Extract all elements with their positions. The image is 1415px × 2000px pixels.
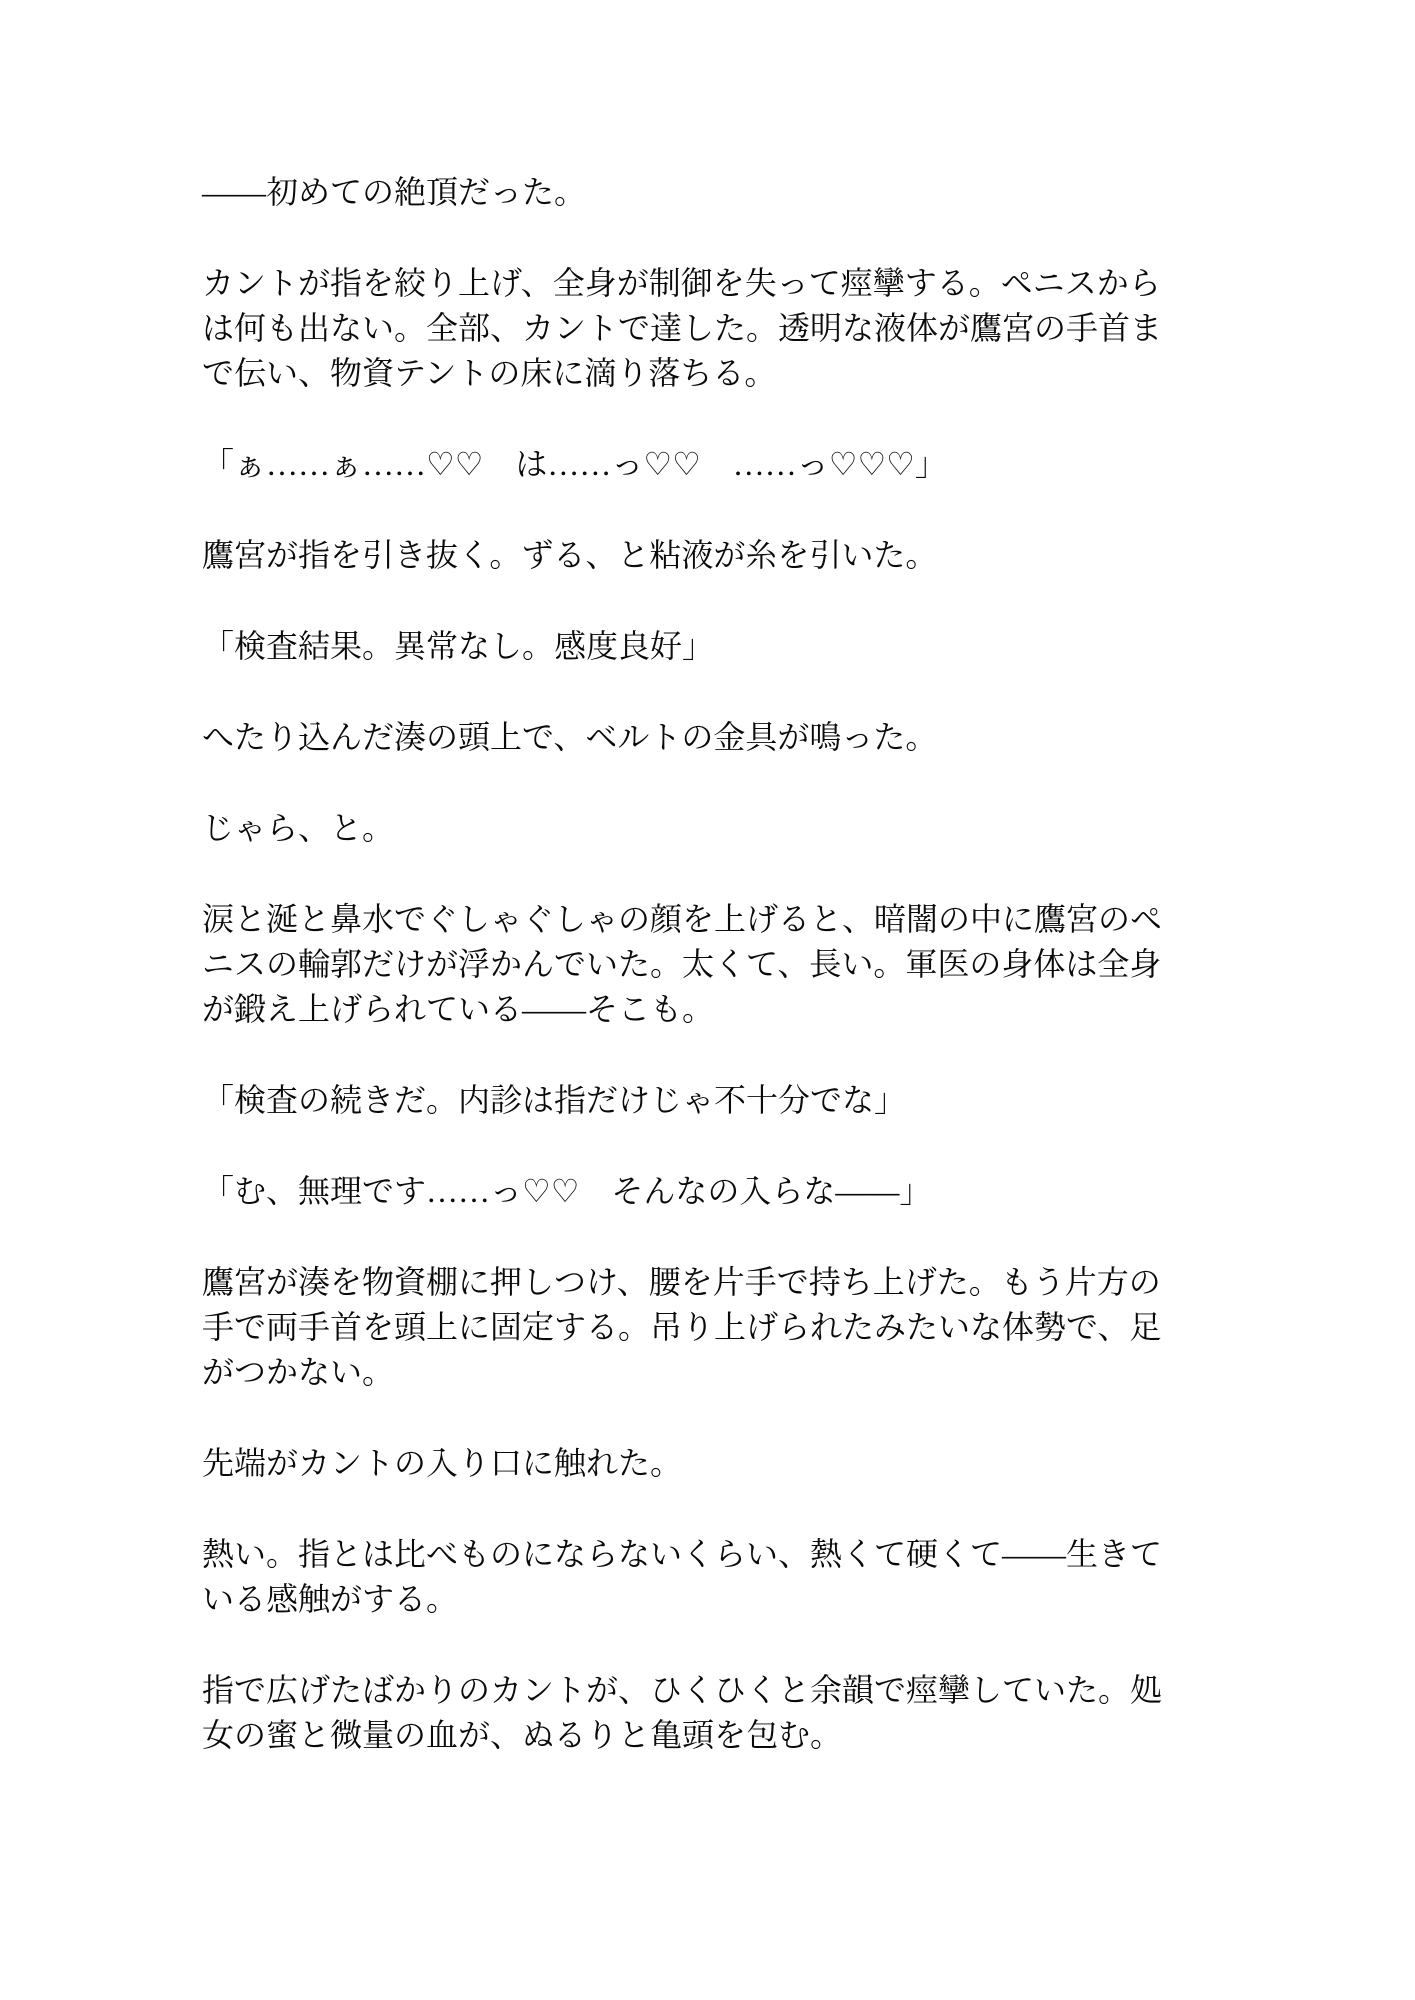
- paragraph-8: 涙と涎と鼻水でぐしゃぐしゃの顔を上げると、暗闇の中に鷹宮のペ ニスの輪郭だけが浮かんでいた。太くて、長い。軍医の身体は全身 が鍛え上げられている——そこも。: [202, 901, 1163, 1027]
- paragraph-7: じゃら、と。: [202, 810, 395, 846]
- paragraph-14: 指で広げたばかりのカントが、ひくひくと余韻で痙攣していた。処 女の蜜と微量の血が、ぬるりと亀頭を包む。: [202, 1672, 1163, 1753]
- paragraph-3: 「ぁ……ぁ……♡♡ は……っ♡♡ ……っ♡♡♡」: [202, 446, 947, 482]
- paragraph-11: 鷹宮が湊を物資棚に押しつけ、腰を片手で持ち上げた。もう片方の 手で両手首を頭上に固定する。吊り上げられたみたいな体勢で、足 がつかない。: [202, 1264, 1162, 1390]
- paragraph-9: 「検査の続きだ。内診は指だけじゃ不十分でな」: [202, 1082, 907, 1118]
- paragraph-10: 「む、無理です……っ♡♡ そんなの入らな——」: [202, 1173, 932, 1209]
- paragraph-6: へたり込んだ湊の頭上で、ベルトの金具が鳴った。: [202, 719, 938, 755]
- paragraph-13: 熱い。指とは比べものにならないくらい、熱くて硬くて——生きて いる感触がする。: [202, 1536, 1163, 1617]
- paragraph-5: 「検査結果。異常なし。感度良好」: [202, 628, 715, 664]
- paragraph-4: 鷹宮が指を引き抜く。ずる、と粘液が糸を引いた。: [202, 537, 938, 573]
- paragraph-1: ——初めての絶頂だった。: [202, 174, 587, 210]
- paragraph-12: 先端がカントの入り口に触れた。: [202, 1445, 683, 1481]
- paragraph-2: カントが指を絞り上げ、全身が制御を失って痙攣する。ペニスから は何も出ない。全部、カントで達した。透明な液体が鷹宮の手首ま で伝い、物資テントの床に滴り落ちる。: [202, 265, 1163, 391]
